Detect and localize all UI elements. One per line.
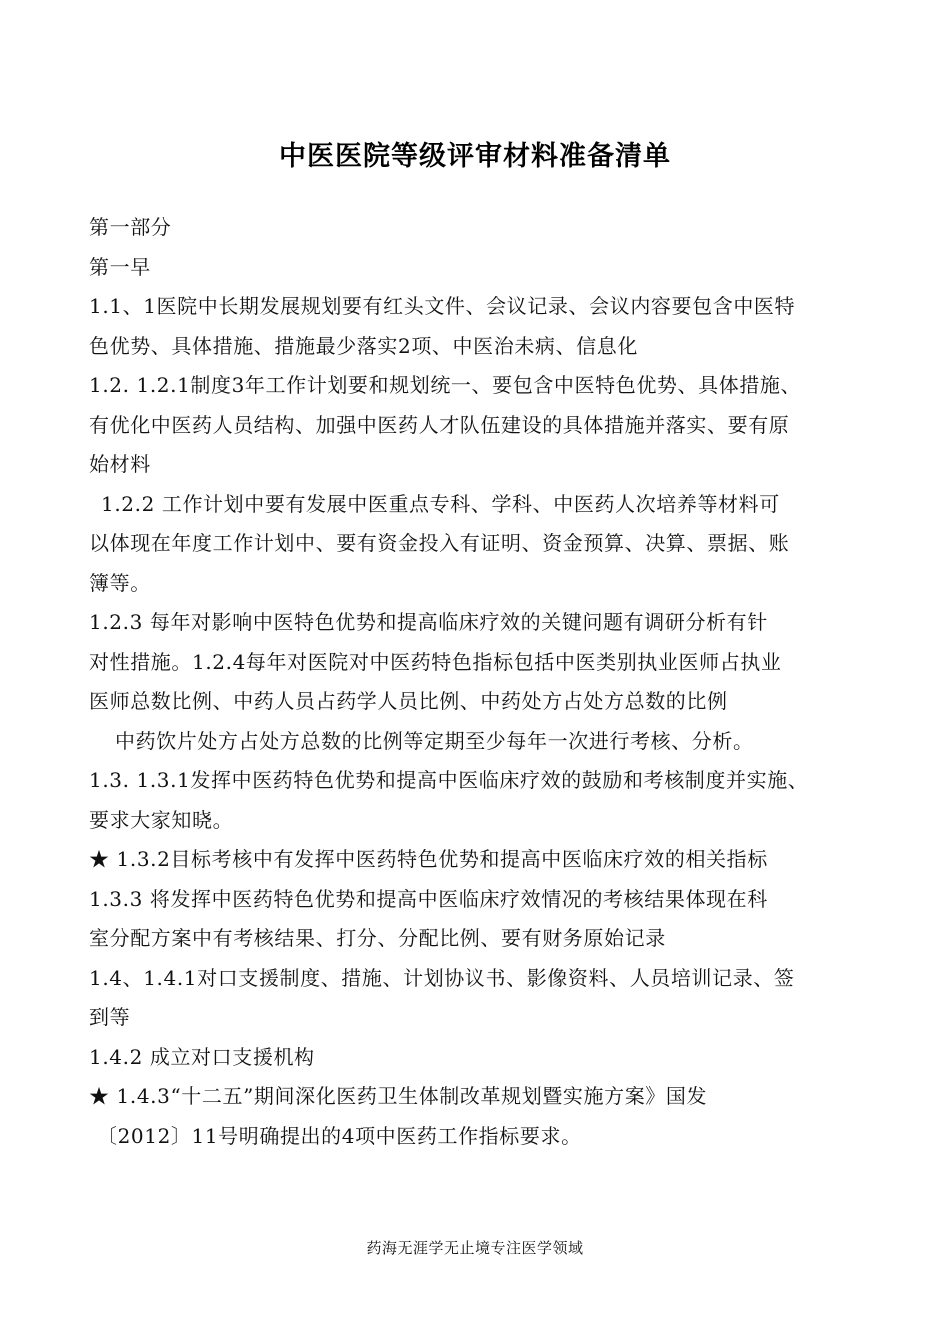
text-line: 医师总数比例、中药人员占药学人员比例、中药处方占处方总数的比例	[89, 689, 728, 713]
text-line: 1.2. 1.2.1制度3年工作计划要和规划统一、要包含中医特色优势、具体措施、	[89, 373, 802, 397]
text-line: 1.3.3 将发挥中医药特色优势和提高中医临床疗效情况的考核结果体现在科	[89, 886, 768, 911]
text-line: 以体现在年度工作计划中、要有资金投入有证明、资金预算、决算、票据、账	[89, 531, 790, 555]
text-line: 1.4、1.4.1对口支援制度、措施、计划协议书、影像资料、人员培训记录、签	[89, 965, 795, 990]
text-line: ★ 1.4.3“十二五”期间深化医药卫生体制改革规划暨实施方案》国发	[89, 1084, 708, 1108]
text-line: 中药饮片处方占处方总数的比例等定期至少每年一次进行考核、分析。	[115, 728, 754, 753]
text-line: 1.2.3 每年对影响中医特色优势和提高临床疗效的关键问题有调研分析有针	[89, 610, 768, 634]
text-line: 第一早	[89, 254, 151, 279]
document-title: 中医医院等级评审材料准备清单	[279, 141, 671, 172]
text-line: 1.1、1医院中长期发展规划要有红头文件、会议记录、会议内容要包含中医特	[89, 294, 796, 318]
text-line: 〔2012〕11号明确提出的4项中医药工作指标要求。	[97, 1123, 582, 1148]
text-line: 1.3. 1.3.1发挥中医药特色优势和提高中医临床疗效的鼓励和考核制度并实施、	[89, 768, 809, 792]
text-line: 始材料	[89, 452, 151, 476]
text-line: 1.4.2 成立对口支援机构	[89, 1044, 315, 1069]
text-line: 室分配方案中有考核结果、打分、分配比例、要有财务原始记录	[89, 926, 666, 950]
text-line: 对性措施。1.2.4每年对医院对中医药特色指标包括中医类别执业医师占执业	[89, 649, 782, 674]
text-line: 色优势、具体措施、措施最少落实2项、中医治未病、信息化	[89, 333, 638, 358]
text-line: 有优化中医药人员结构、加强中医药人才队伍建设的具体措施并落实、要有原	[89, 412, 790, 437]
text-line: 到等	[89, 1005, 131, 1029]
text-line: 簿等。	[89, 570, 151, 595]
page-footer: 药海无涯学无止境专注医学领域	[366, 1239, 584, 1257]
document-body	[89, 208, 879, 1156]
text-line: 要求大家知晓。	[89, 807, 234, 832]
text-line: 1.2.2 工作计划中要有发展中医重点专科、学科、中医药人次培养等材料可	[101, 491, 780, 516]
text-line: ★ 1.3.2目标考核中有发挥中医药特色优势和提高中医临床疗效的相关指标	[89, 847, 768, 871]
text-line: 第一部分	[89, 215, 172, 239]
